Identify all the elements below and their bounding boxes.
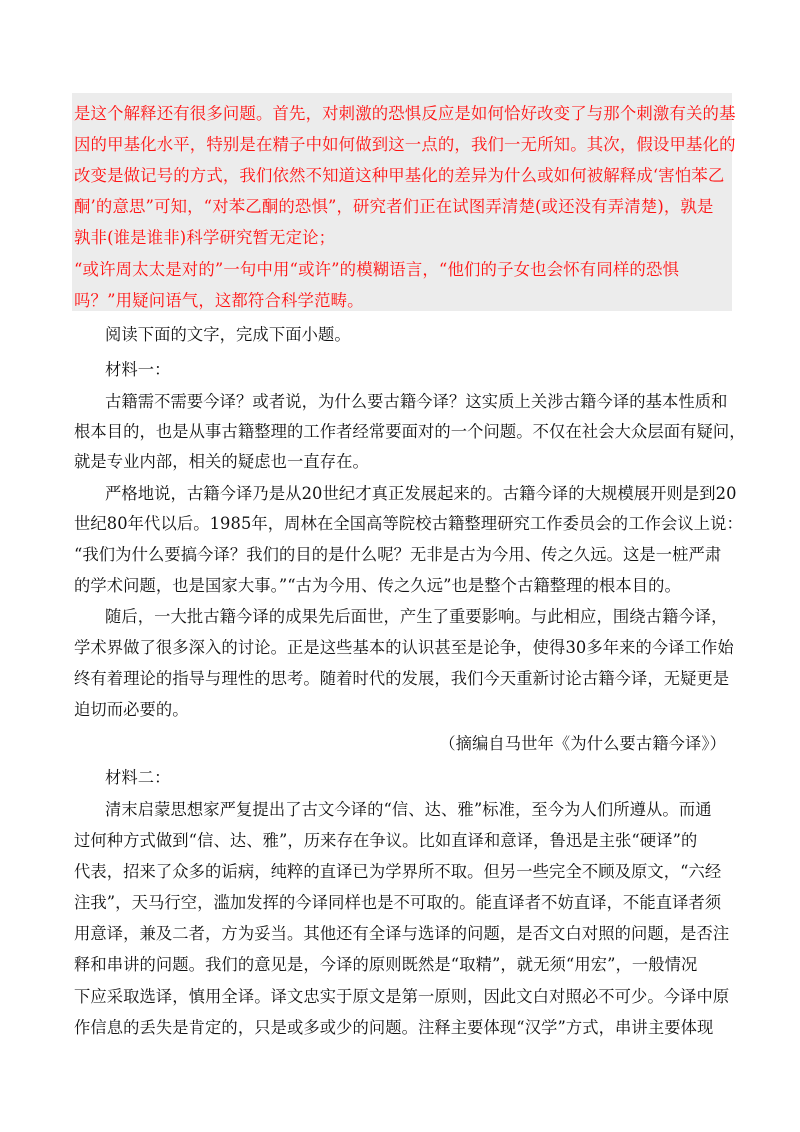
answer-line: 孰非(谁是谁非)科学研究暂无定论；: [74, 228, 336, 247]
paragraph-line: 就是专业内部，相关的疑虑也一直存在。: [74, 452, 369, 471]
paragraph-line: 根本目的，也是从事古籍整理的工作者经常要面对的一个问题。不仅在社会大众层面有疑问，: [74, 422, 746, 441]
paragraph-line: 清末启蒙思想家严复提出了古文今译的“信、达、雅”标准，至今为人们所遵从。而通: [105, 800, 712, 819]
answer-line: “或许周太太是对的”一句中用“或许”的模糊语言，“他们的子女也会怀有同样的恐惧: [74, 260, 680, 279]
answer-line: 因的甲基化水平，特别是在精子中如何做到这一点的，我们一无所知。其次，假设甲基化的: [74, 135, 736, 154]
material2-label: 材料二：: [105, 768, 171, 787]
paragraph-line: 古籍需不需要今译？或者说，为什么要古籍今译？这实质上关涉古籍今译的基本性质和: [105, 392, 728, 411]
answer-line: 是这个解释还有很多问题。首先，对刺激的恐惧反应是如何恰好改变了与那个刺激有关的基: [74, 104, 736, 123]
answer-line: 吗？”用疑问语气，这都符合科学范畴。: [74, 291, 364, 310]
paragraph-line: “我们为什么要搞今译？我们的目的是什么呢？无非是古为今用、传之久远。这是一桩严肃: [74, 545, 722, 564]
answer-line: 酮’的意思”可知，“对苯乙酮的恐惧”，研究者们正在试图弄清楚(或还没有弄清楚)，孰是: [74, 197, 714, 216]
source-citation: （摘编自马世年《为什么要古籍今译》）: [439, 734, 726, 753]
paragraph-line: 过何种方式做到“信、达、雅”，历来存在争议。比如直译和意译，鲁迅是主张“硬译”的: [74, 831, 698, 850]
paragraph-line: 终有着理论的指导与理性的思考。随着时代的发展，我们今天重新讨论古籍今译，无疑更是: [74, 669, 730, 688]
paragraph-line: 注我”，天马行空，滥加发挥的今译同样也是不可取的。能直译者不妨直译，不能直译者须: [74, 893, 722, 912]
material1-label: 材料一：: [105, 360, 171, 379]
paragraph-line: 随后，一大批古籍今译的成果先后面世，产生了重要影响。与此相应，围绕古籍今译，: [105, 607, 728, 626]
answer-line: 改变是做记号的方式，我们依然不知道这种甲基化的差异为什么或如何被解释成‘害怕苯乙: [74, 166, 725, 185]
paragraph-line: 代表，招来了众多的诟病，纯粹的直译已为学界所不取。但另一些完全不顾及原文，“六经: [74, 862, 722, 881]
paragraph-line: 的学术问题，也是国家大事。”“古为今用、传之久远”也是整个古籍整理的根本目的。: [74, 576, 681, 595]
paragraph-line: 学术界做了很多深入的讨论。正是这些基本的认识甚至是论争，使得30多年来的今译工作始: [74, 638, 734, 657]
instruction-text: 阅读下面的文字，完成下面小题。: [105, 325, 351, 344]
paragraph-line: 下应采取选译，慎用全译。译文忠实于原文是第一原则，因此文白对照必不可少。今译中原: [74, 987, 730, 1006]
paragraph-line: 严格地说，古籍今译乃是从20世纪才真正发展起来的。古籍今译的大规模展开则是到20: [105, 484, 737, 503]
paragraph-line: 用意译，兼及二者，方为妥当。其他还有全译与选译的问题，是否文白对照的问题，是否注: [74, 924, 730, 943]
paragraph-line: 迫切而必要的。: [74, 700, 189, 719]
paragraph-line: 世纪80年代以后。1985年，周林在全国高等院校古籍整理研究工作委员会的工作会议上说：: [74, 514, 743, 533]
paragraph-line: 释和串讲的问题。我们的意见是，今译的原则既然是“取精”，就无须“用宏”，一般情况: [74, 955, 698, 974]
paragraph-line: 作信息的丢失是肯定的，只是或多或少的问题。注释主要体现“汉学”方式，串讲主要体现: [74, 1018, 714, 1037]
